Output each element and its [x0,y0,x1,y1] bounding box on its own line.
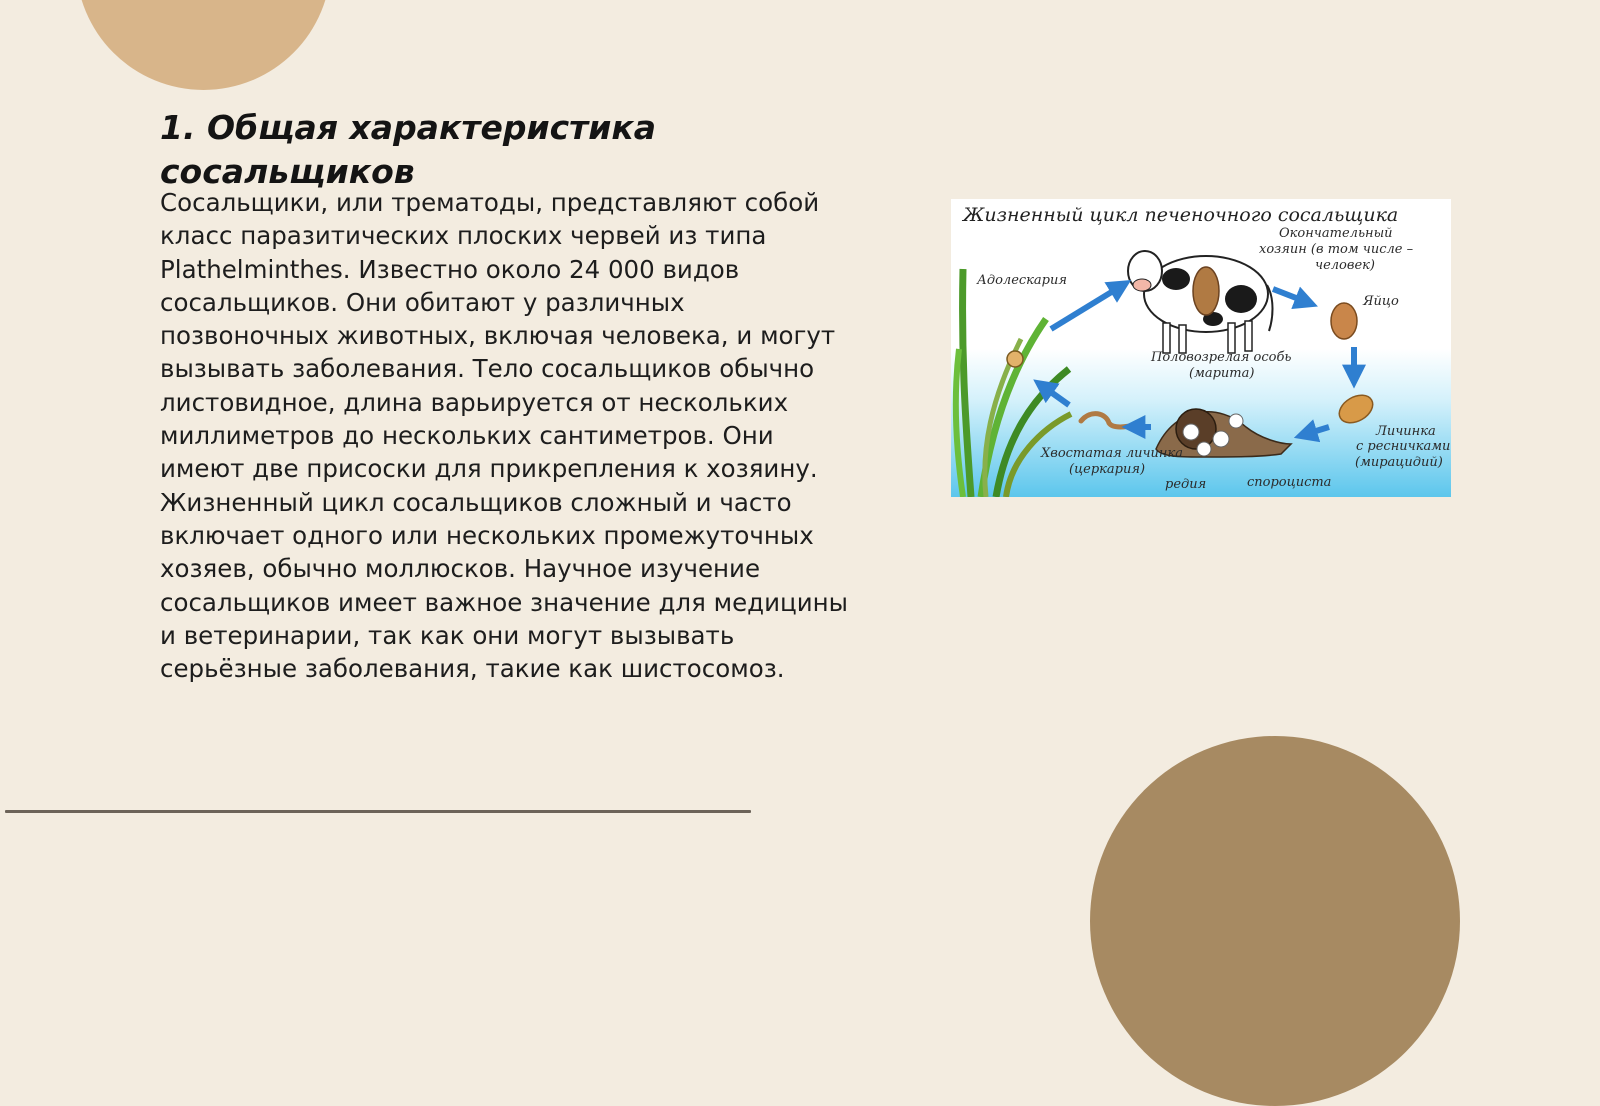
egg-illustration [1331,303,1357,339]
label-redia: редия [1165,477,1207,492]
label-adolescaria: Адолескария [977,273,1067,288]
decorative-circle-bottom [1090,736,1460,1106]
label-miracidium-1: Личинка [1376,424,1436,439]
figure-title: Жизненный цикл печеночного сосальщика [963,204,1399,226]
life-cycle-figure [951,199,1451,497]
decorative-circle-top [76,0,331,90]
cow-illustration [1128,251,1273,353]
label-marita-2: (марита) [1189,366,1255,381]
label-miracidium-2: с ресничками [1356,439,1451,454]
divider-line [5,810,751,813]
label-marita-1: Половозрелая особь [1151,350,1292,365]
slide-title: 1. Общая характеристика сосальщиков [160,108,657,191]
life-cycle-illustration [951,199,1451,497]
label-final-host-1: Окончательный [1279,226,1393,241]
label-final-host-2: хозяин (в том числе – [1259,242,1414,257]
label-miracidium-3: (мирацидий) [1355,455,1443,470]
label-final-host-3: человек) [1315,258,1375,273]
label-egg: Яйцо [1363,294,1399,309]
label-sporocyst: спороциста [1247,475,1332,490]
label-cercaria-2: (церкария) [1069,462,1146,477]
slide-body-text: Сосальщики, или трематоды, представляют собой класс паразитических плоских червей из типа Plathelminthes. Известно около 24 000 видов сосальщиков. Они обитают у различных позвоночных животных, включая человека, и могут вызывать заболевания. Тело сосальщиков обычно листовидное, длина варьируется от нескольких миллиметров до нескольких сантиметров. Они имеют две присоски для прикрепления к хозяину. Жизненный цикл сосальщиков сложный и часто включает одного или нескольких промежуточных хозяев, обычно моллюсков. Научное изучение сосальщиков имеет важное значение для медицины и ветеринарии, так как они могут вызывать серьёзные заболевания, такие как шистосомоз. [160,188,848,684]
adolescaria-illustration [1007,351,1023,367]
label-cercaria-1: Хвостатая личинка [1041,446,1184,461]
